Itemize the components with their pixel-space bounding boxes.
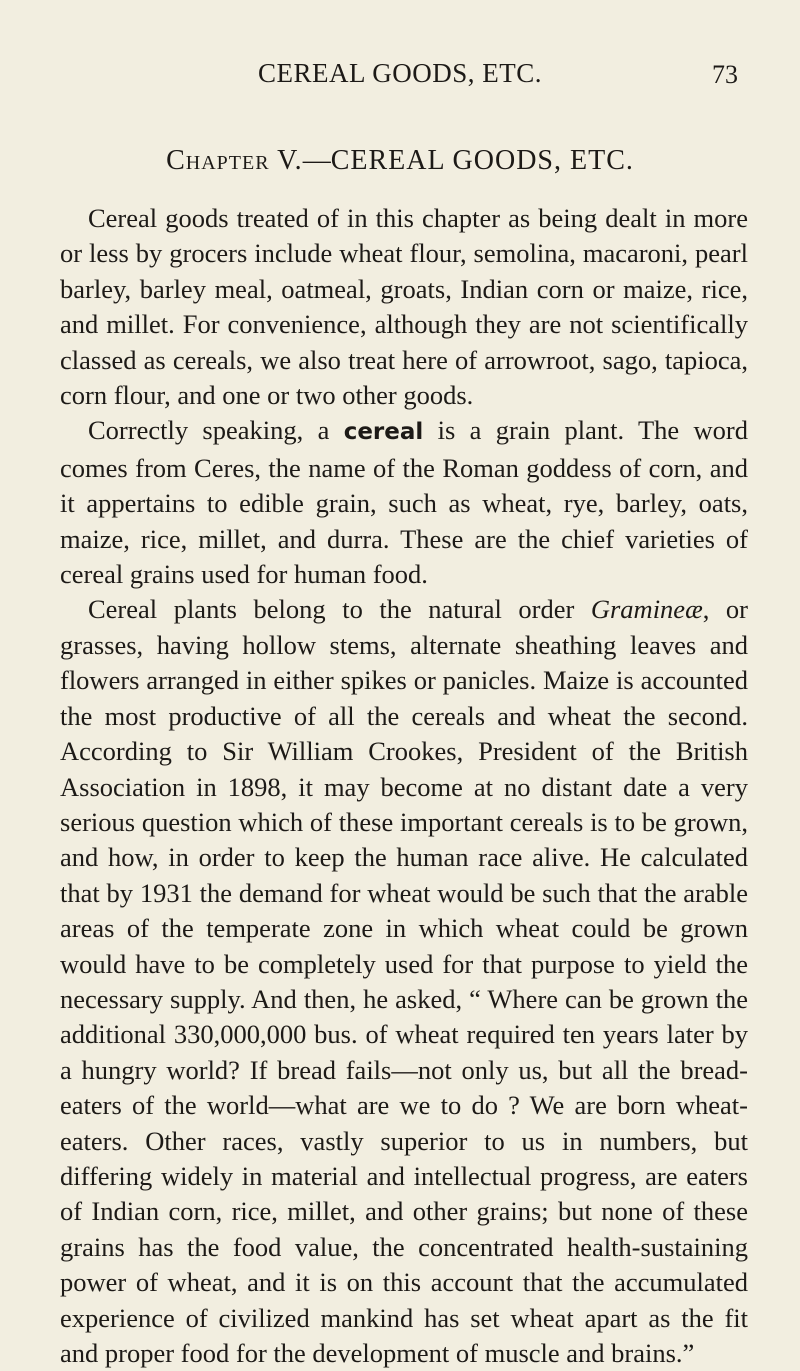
chapter-heading: [0, 145, 800, 177]
page-number: 73: [712, 60, 738, 89]
running-head: CEREAL GOODS, ETC.: [258, 58, 542, 88]
paragraph-2-rest: is a grain plant. The word comes from Ceres, the name of the Roman goddess of corn, and it appertains to edible grain, such as wheat, rye, barley, oats, maize, rice, millet, and durra. These are the chief varieties of cereal grains used for human food.: [60, 415, 748, 590]
term-cereal: cereal: [343, 419, 424, 446]
paragraph-3-rest: , or grasses, having hollow stems, alternate sheathing leaves and flowers arranged in either spikes or panicles. Maize is accounted the most productive of all the cereals and wheat the second. According to Sir William Crookes, President of the British Association in 1898, it may become at no distant date a very serious question which of these important cereals is to be grown, and how, in order to keep the human race alive. He calculated that by 1931 the demand for wheat would be such that the arable areas of the temperate zone in which wheat could be grown would have to be completely used for that purpose to yield the necessary supply. And then, he asked, “ Where can be grown the additional 330,000,000 bus. of wheat required ten years later by a hungry world? If bread fails—not only us, but all the bread-eaters of the world—what are we to do ? We are born wheat-eaters. Other races, vastly superior to us in numbers, but differing widely in material and intellectual progress, are eaters of Indian corn, rice, millet, and other grains; but none of these grains has the food value, the concentrated health-sustaining power of wheat, and it is on this account that the accumulated experience of civilized mankind has set wheat apart as the fit and proper food for the development of muscle and brains.”: [60, 594, 748, 1368]
paragraph-2-lead: Correctly speaking, a: [88, 415, 344, 446]
chapter-number: Chapter V.: [166, 145, 303, 176]
chapter-title: CEREAL GOODS, ETC.: [330, 145, 634, 176]
term-gramineae: Gramineæ: [590, 594, 703, 625]
chapter-dash: —: [302, 145, 331, 176]
paragraph-2: [60, 413, 748, 592]
paragraph-3: [60, 592, 748, 1371]
paragraph-1: Cereal goods treated of in this chapter as being dealt in more or less by grocers include wheat flour, semolina, macaroni, pearl barley, barley meal, oatmeal, groats, Indian corn or maize, rice, and millet. For convenience, although they are not scientifically classed as cereals, we also treat here of arrowroot, sago, tapioca, corn flour, and one or two other goods.: [60, 203, 748, 411]
paragraph-3-lead: Cereal plants belong to the natural order: [88, 594, 591, 625]
body-text: [60, 201, 748, 1371]
